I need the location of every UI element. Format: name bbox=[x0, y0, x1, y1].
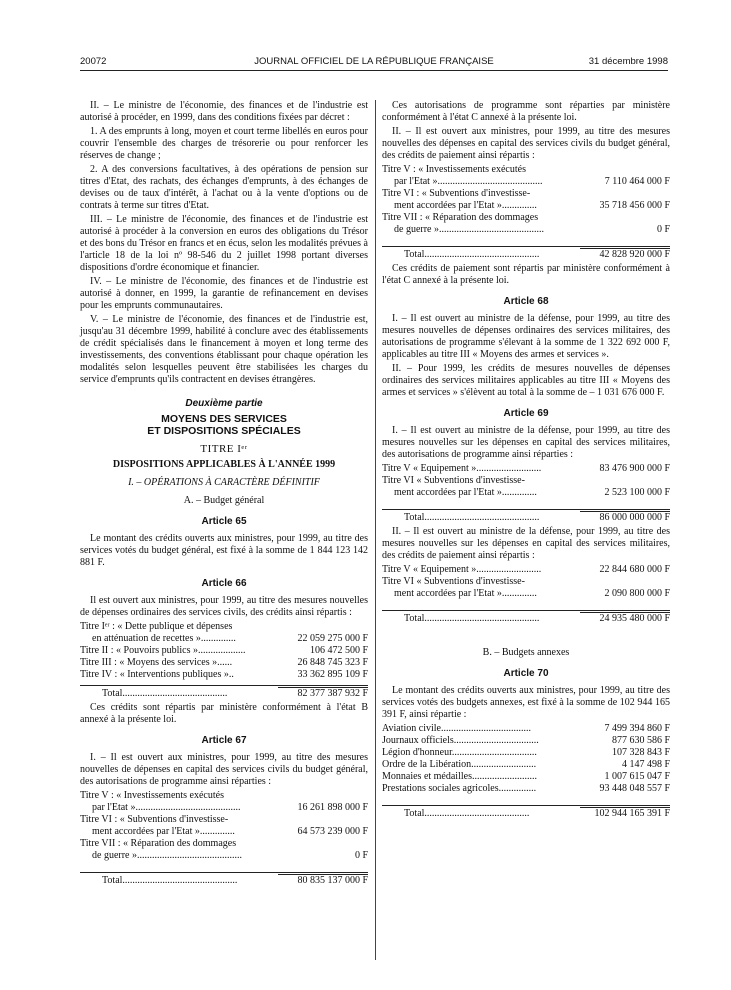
amount: 4 147 498 F bbox=[621, 759, 670, 770]
paragraph-V: V. – Le ministre de l'économie, des finances et de l'industrie est, jusqu'au 31 décembre 1999, habilité à conclure avec des établissements de crédit spécialisés dans le financement à moyen et long terme des investissements, des conventions établissant pour chaque opération les modalités selon lesquelles peuvent être stabilisées les charges du service d'emprunts qu'ils contractent en devises étrangères. bbox=[80, 314, 368, 385]
amount: 26 848 745 323 F bbox=[297, 657, 368, 668]
table-row: Titre V « Equipement ».......................... 83 476 900 000 F bbox=[382, 463, 670, 474]
amount: 2 090 800 000 F bbox=[604, 588, 670, 599]
article-68-II: II. – Pour 1999, les crédits de mesures nouvelles de dépenses ordinaires des services militaires applicables au titre III « Moyens des armes et services » s'élèvent au total à la somme de – 1 031 676 000 F. bbox=[382, 363, 670, 398]
article-67-title: Article 67 bbox=[201, 735, 247, 746]
table-row: Titre VI « Subventions d'investisse- ment accordées par l'Etat ».............. 2 523 100 000 F bbox=[382, 475, 670, 498]
article-69-table-1 bbox=[382, 463, 670, 524]
paragraph-top: Ces autorisations de programme sont réparties par ministère conformément à l'état C annexé à la présente loi. bbox=[382, 100, 670, 123]
table-row: Titre VII : « Réparation des dommages de guerre ».......................................... 0 F bbox=[80, 838, 368, 861]
amount: 0 F bbox=[656, 224, 670, 235]
amount: 22 059 275 000 F bbox=[297, 633, 368, 644]
table-row: Titre VI « Subventions d'investisse- ment accordées par l'Etat ».............. 2 090 800 000 F bbox=[382, 576, 670, 599]
total-row: Total.............................................. 42 828 920 000 F bbox=[382, 246, 670, 261]
article-68-title: Article 68 bbox=[503, 296, 549, 307]
paragraph-III: III. – Le ministre de l'économie, des finances et de l'industrie est autorisé à procéder à la conversion en euros des obligations du Trésor et des bons du Trésor en francs et en écus, selon les modalités prévues à l'article 18 de la loi nº 98-546 du 2 juillet 1998 portant diverses dispositions d'ordre économique et financier. bbox=[80, 214, 368, 273]
total-row: Total.......................................... 82 377 387 932 F bbox=[80, 685, 368, 700]
total-amount: 82 377 387 932 F bbox=[278, 687, 368, 700]
table-row: Prestations sociales agricoles............... 93 448 048 557 F bbox=[382, 783, 670, 794]
paragraph-2: 2. A des conversions facultatives, à des opérations de pension sur titres d'Etat, des rachats, des échanges d'emprunts, à des échanges de devises ou de taux d'intérêt, à l'achat ou à la vente d'options ou de contrats à terme sur titres d'Etat. bbox=[80, 164, 368, 211]
left-column bbox=[80, 100, 368, 889]
operations-heading: I. – OPÉRATIONS À CARACTÈRE DÉFINITIF bbox=[128, 477, 320, 488]
section-heading-line2: ET DISPOSITIONS SPÉCIALES bbox=[147, 425, 301, 437]
table-row: Titre IV : « Interventions publiques ».. 33 362 895 109 F bbox=[80, 669, 368, 680]
amount: 2 523 100 000 F bbox=[604, 487, 670, 498]
table-row: Titre II : « Pouvoirs publics »................... 106 472 500 F bbox=[80, 645, 368, 656]
article-67-table bbox=[80, 790, 368, 887]
amount: 106 472 500 F bbox=[309, 645, 368, 656]
table-row: Monnaies et médailles.......................... 1 007 615 047 F bbox=[382, 771, 670, 782]
table-row: Titre V : « Investissements exécutés par l'Etat ».......................................... 7 110 464 000 F bbox=[382, 164, 670, 187]
article-66-title: Article 66 bbox=[201, 578, 247, 589]
journal-title: JOURNAL OFFICIEL DE LA RÉPUBLIQUE FRANÇAISE bbox=[254, 56, 494, 67]
budgets-annexes-heading: B. – Budgets annexes bbox=[482, 647, 570, 658]
paragraph-II: II. – Le ministre de l'économie, des finances et de l'industrie est autorisé à procéder, en 1999, dans des conditions fixées par décret : bbox=[80, 100, 368, 123]
paragraph-II-right: II. – Il est ouvert aux ministres, pour 1999, au titre des mesures nouvelles des dépenses en capital des services civils du budget général, des crédits de paiement ainsi répartis : bbox=[382, 126, 670, 161]
dispositions-heading: DISPOSITIONS APPLICABLES À L'ANNÉE 1999 bbox=[112, 459, 336, 470]
amount: 93 448 048 557 F bbox=[599, 783, 670, 794]
table-row: Titre III : « Moyens des services »...... 26 848 745 323 F bbox=[80, 657, 368, 668]
amount: 22 844 680 000 F bbox=[599, 564, 670, 575]
table-row: Titre VII : « Réparation des dommages de guerre ».......................................... 0 F bbox=[382, 212, 670, 235]
article-69-table-2 bbox=[382, 564, 670, 625]
total-amount: 24 935 480 000 F bbox=[580, 612, 670, 625]
table-row: Légion d'honneur.................................. 107 328 843 F bbox=[382, 747, 670, 758]
total-amount: 86 000 000 000 F bbox=[580, 511, 670, 524]
page-header bbox=[80, 56, 668, 70]
table-row: Titre VI : « Subventions d'investisse- ment accordées par l'Etat ».............. 64 573 239 000 F bbox=[80, 814, 368, 837]
paragraph-1: 1. A des emprunts à long, moyen et court terme libellés en euros pour couvrir l'ensemble des charges de trésorerie ou pour renforcer les réserves de change ; bbox=[80, 126, 368, 161]
amount: 877 630 586 F bbox=[611, 735, 670, 746]
section-heading-line1: MOYENS DES SERVICES bbox=[161, 413, 287, 425]
amount: 35 718 456 000 F bbox=[599, 200, 670, 211]
part-heading: Deuxième partie bbox=[185, 398, 263, 409]
total-row: Total.............................................. 86 000 000 000 F bbox=[382, 509, 670, 524]
article-65-text: Le montant des crédits ouverts aux ministres, pour 1999, au titre des services votés du budget général, est fixé à la somme de 1 844 123 142 881 F. bbox=[80, 533, 368, 568]
article-66-table bbox=[80, 621, 368, 700]
right-column bbox=[382, 100, 670, 822]
amount: 0 F bbox=[354, 850, 368, 861]
table-row: Ordre de la Libération.......................... 4 147 498 F bbox=[382, 759, 670, 770]
total-amount: 80 835 137 000 F bbox=[278, 874, 368, 887]
article-70-title: Article 70 bbox=[503, 668, 549, 679]
amount: 83 476 900 000 F bbox=[599, 463, 670, 474]
total-amount: 42 828 920 000 F bbox=[580, 248, 670, 261]
paragraph-IV: IV. – Le ministre de l'économie, des finances et de l'industrie est autorisé à donner, en 1999, la garantie de refinancement en devises pour les emprunts communautaires. bbox=[80, 276, 368, 311]
total-amount: 102 944 165 391 F bbox=[580, 807, 670, 820]
amount: 7 110 464 000 F bbox=[604, 176, 670, 187]
total-row: Total.......................................... 102 944 165 391 F bbox=[382, 805, 670, 820]
article-66-after: Ces crédits sont répartis par ministère conformément à l'état B annexé à la présente loi. bbox=[80, 702, 368, 725]
table-row: Titre VI : « Subventions d'investisse- ment accordées par l'Etat ».............. 35 718 456 000 F bbox=[382, 188, 670, 211]
table-row: Titre V : « Investissements exécutés par l'Etat ».......................................... 16 261 898 000 F bbox=[80, 790, 368, 813]
titre-heading: TITRE Iᵉʳ bbox=[200, 443, 248, 455]
amount: 7 499 394 860 F bbox=[604, 723, 670, 734]
table-row: Titre V « Equipement ».......................... 22 844 680 000 F bbox=[382, 564, 670, 575]
article-69-title: Article 69 bbox=[503, 408, 549, 419]
total-row: Total.............................................. 24 935 480 000 F bbox=[382, 610, 670, 625]
header-rule bbox=[80, 70, 668, 71]
paragraph-credits: Ces crédits de paiement sont répartis par ministère conformément à l'état C annexé à la présente loi. bbox=[382, 263, 670, 286]
article-67-text: I. – Il est ouvert aux ministres, pour 1999, au titre des mesures nouvelles de dépenses en capital des services civils du budget général, des autorisations de programme ainsi réparties : bbox=[80, 752, 368, 787]
amount: 107 328 843 F bbox=[611, 747, 670, 758]
table-row: Titre Iᵉʳ : « Dette publique et dépenses en atténuation de recettes ».............. 22 059 275 000 F bbox=[80, 621, 368, 644]
total-row: Total.............................................. 80 835 137 000 F bbox=[80, 872, 368, 887]
article-70-table bbox=[382, 723, 670, 820]
article-68-I: I. – Il est ouvert au ministre de la défense, pour 1999, au titre des mesures nouvelles de dépenses ordinaires des services militaires, des autorisations de programme s'élevant à la somme de 1 322 692 000 F, applicables au titre III « Moyens des armes et services ». bbox=[382, 313, 670, 360]
amount: 64 573 239 000 F bbox=[297, 826, 368, 837]
table-row: Journaux officiels.................................. 877 630 586 F bbox=[382, 735, 670, 746]
article-69-I: I. – Il est ouvert au ministre de la défense, pour 1999, au titre des mesures nouvelles sur les dépenses en capital des services militaires, des autorisations de programme ainsi réparties : bbox=[382, 425, 670, 460]
publication-date: 31 décembre 1998 bbox=[588, 56, 668, 67]
credits-paiement-table bbox=[382, 164, 670, 261]
column-divider bbox=[375, 100, 376, 960]
article-66-text: Il est ouvert aux ministres, pour 1999, au titre des mesures nouvelles de dépenses ordinaires des services civils, des crédits ainsi répartis : bbox=[80, 595, 368, 618]
budget-general-heading: A. – Budget général bbox=[183, 495, 265, 506]
table-row: Aviation civile.................................... 7 499 394 860 F bbox=[382, 723, 670, 734]
amount: 16 261 898 000 F bbox=[297, 802, 368, 813]
article-69-II: II. – Il est ouvert au ministre de la défense, pour 1999, au titre des mesures nouvelles sur les dépenses en capital des services militaires, des crédits de paiement ainsi répartis : bbox=[382, 526, 670, 561]
article-70-text: Le montant des crédits ouverts aux ministres, pour 1999, au titre des services votés des budgets annexes, est fixé à la somme de 102 944 165 391 F, ainsi répartie : bbox=[382, 685, 670, 720]
article-65-title: Article 65 bbox=[201, 516, 247, 527]
page-number: 20072 bbox=[80, 56, 107, 67]
amount: 1 007 615 047 F bbox=[604, 771, 670, 782]
amount: 33 362 895 109 F bbox=[297, 669, 368, 680]
